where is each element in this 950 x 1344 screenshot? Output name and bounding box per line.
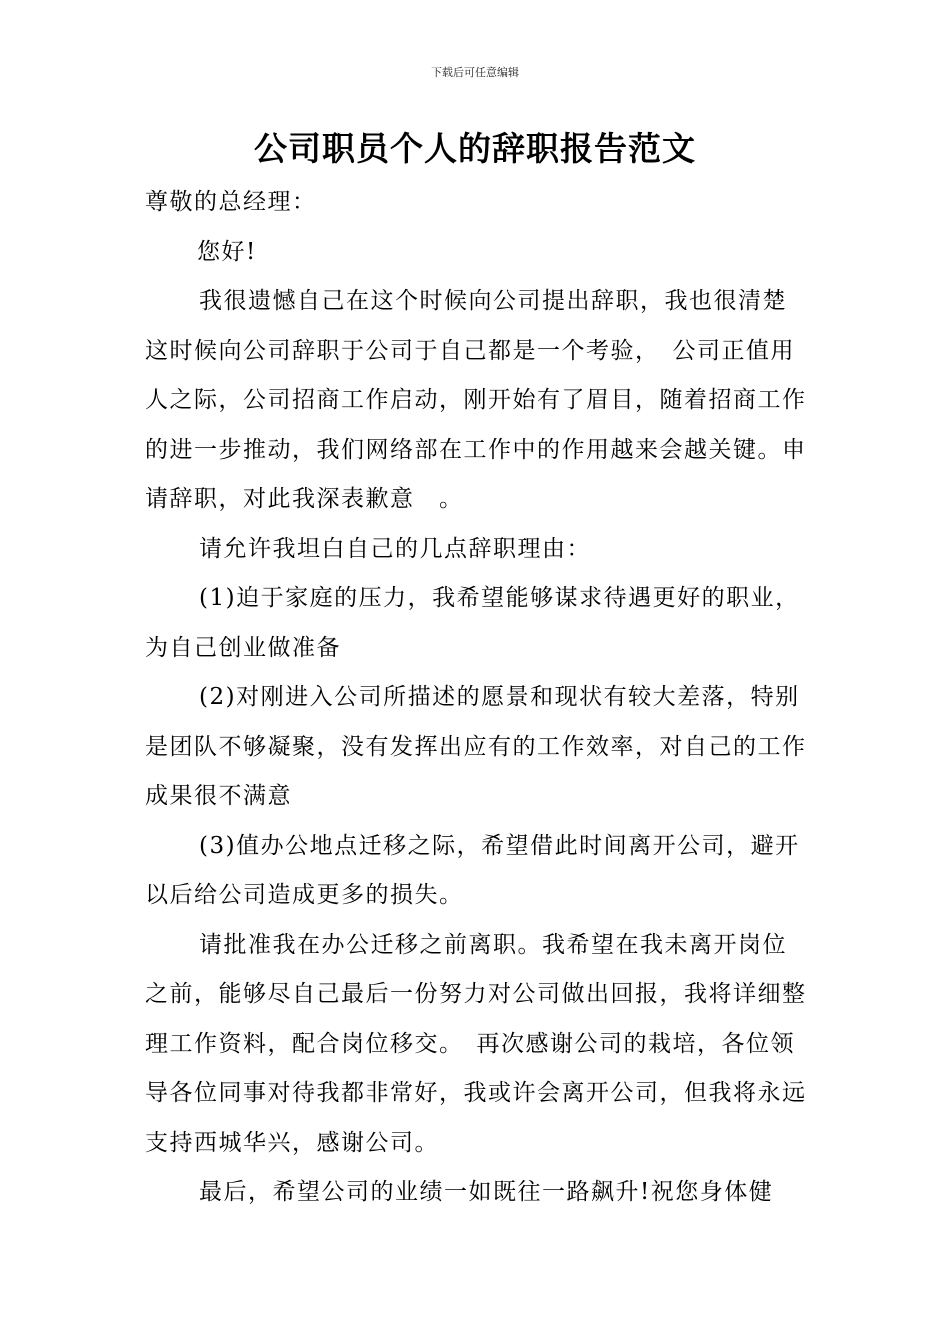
paragraph: 请批准我在办公迁移之前离职。我希望在我未离开岗位之前，能够尽自己最后一份努力对公司做出回报，我将详细整理工作资料，配合岗位移交。 再次感谢公司的栽培，各位领导各位同事对待我都非常好，我或许会离开公司，但我将永远支持西城华兴，感谢公司。 [145,931,807,1156]
paragraph: 最后，希望公司的业绩一如既往一路飙升!祝您身体健 [199,1179,774,1205]
header-note: 下载后可任意编辑 [431,66,519,79]
reason-item: (1)迫于家庭的压力，我希望能够谋求待遇更好的职业，为自己创业做准备 [145,585,800,661]
reason-item: (3)值办公地点迁移之际，希望借此时间离开公司，避开以后给公司造成更多的损失。 [145,832,800,908]
reason-item: (2)对刚进入公司所描述的愿景和现状有较大差落，特别是团队不够凝聚，没有发挥出应有的工作效率，对自己的工作成果很不满意 [145,684,807,809]
salutation: 尊敬的总经理： [145,189,317,215]
paragraph: 请允许我坦白自己的几点辞职理由： [199,535,591,562]
paragraph: 我很遗憾自己在这个时候向公司提出辞职，我也很清楚这时候向公司辞职于公司于自己都是一个考验， 公司正值用人之际，公司招商工作启动，刚开始有了眉目，随着招商工作的进一步推动，我们网络部在工作中的作用越来会越关键。申请辞职，对此我深表歉意 。 [145,288,807,512]
page-title: 公司职员个人的辞职报告范文 [254,129,696,168]
greeting: 您好! [197,238,257,265]
letter-body [145,178,810,1218]
